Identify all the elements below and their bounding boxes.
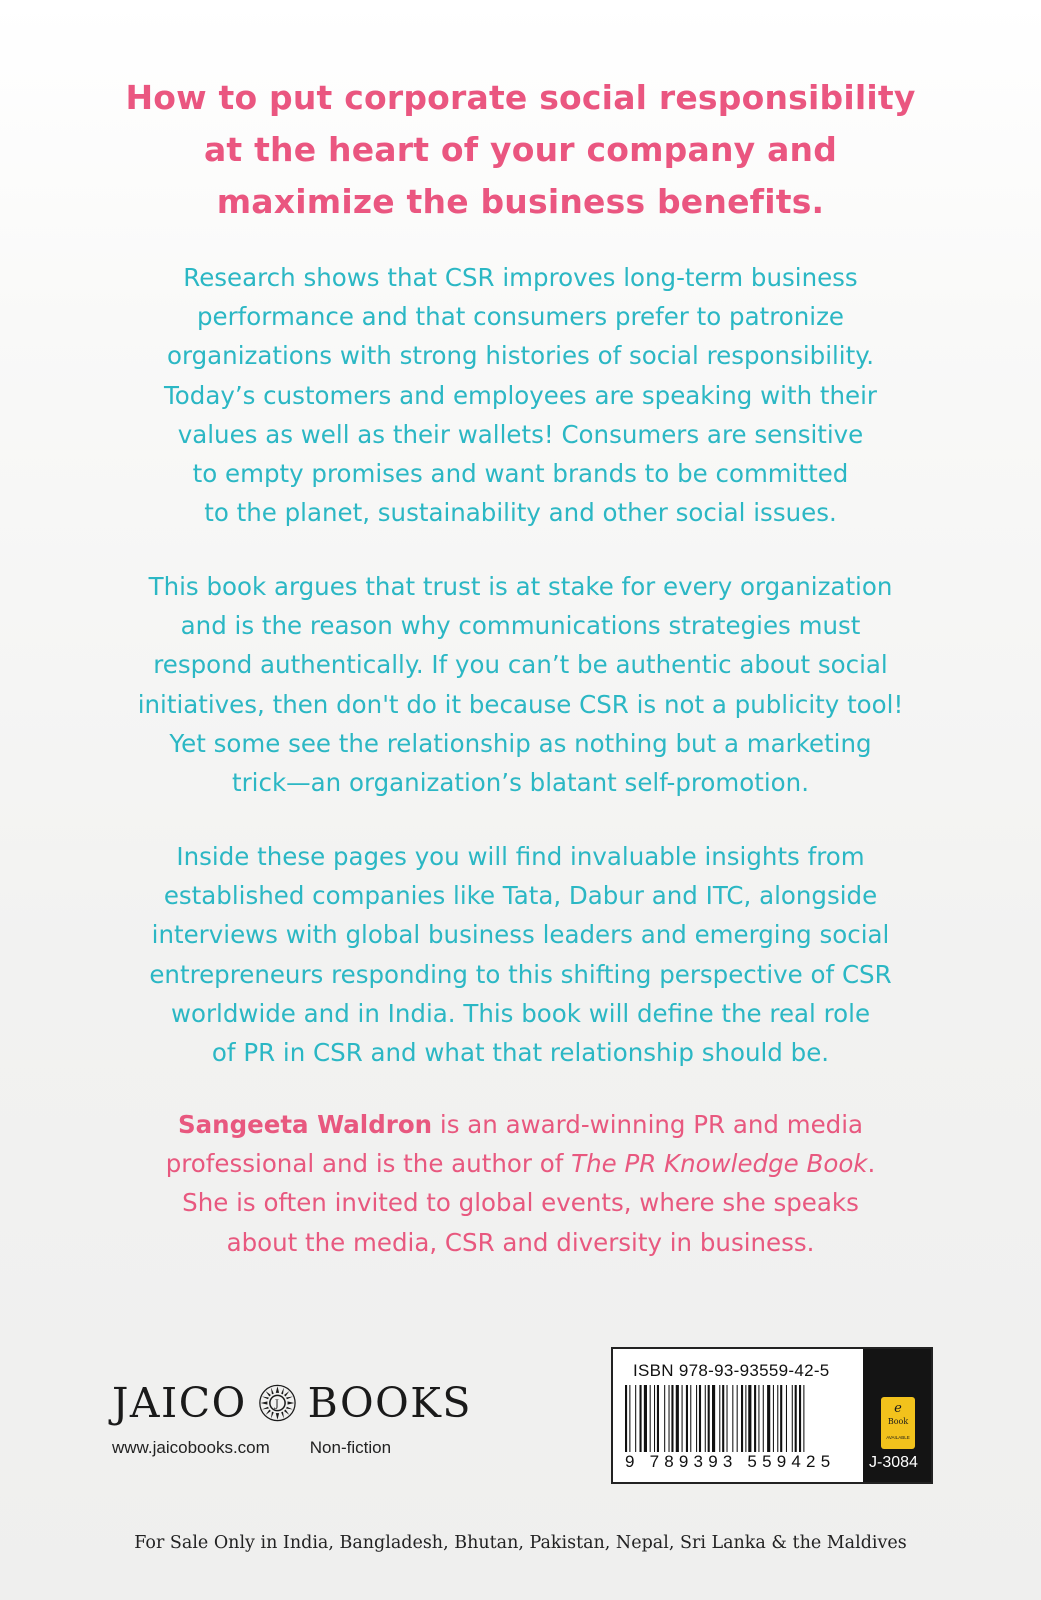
bio-line [90,1144,951,1183]
sale-territory-note: For Sale Only in India, Bangladesh, Bhutan, Pakistan, Nepal, Sri Lanka & the Maldives [134,1533,907,1553]
barcode-bar [767,1385,770,1455]
barcode-bar [640,1385,642,1455]
barcode-bars [623,1385,849,1455]
publisher-meta [112,1438,472,1458]
barcode-bar [795,1385,797,1455]
paragraph-trust [90,567,951,802]
barcode-bar [629,1385,630,1455]
paragraph-line: values as well as their wallets! Consumers are sensitive [177,419,864,449]
paragraph-line: Yet some see the relationship as nothing but a marketing [169,728,872,758]
barcode-bar [650,1385,651,1455]
barcode-bar [773,1385,774,1455]
paragraph-line: established companies like Tata, Dabur and ITC, alongside [163,881,878,911]
paragraph-line: Inside these pages you will find invaluable insights from [176,842,865,871]
barcode-bar [732,1385,733,1455]
author-name: Sangeeta Waldron [177,1110,433,1139]
barcode-bar [690,1385,691,1455]
barcode-bar [754,1385,756,1455]
publisher-block [112,1378,472,1458]
paragraph-line: This book argues that trust is at stake for every organization [148,572,893,601]
paragraph-line: worldwide and in India. This book will define the real role [170,998,871,1028]
paragraph-line: and is the reason why communications strategies must [180,611,861,641]
paragraph-line: interviews with global business leaders and emerging social [151,920,890,950]
publisher-logo [112,1378,472,1428]
barcode-bar [758,1385,759,1455]
barcode-bar [696,1385,697,1455]
paragraph-line: to the planet, sustainability and other social issues. [204,498,837,528]
barcode-bar [635,1385,636,1455]
paragraph-research [90,258,951,532]
barcode-bar [727,1385,728,1455]
publisher-name-left: JAICO [112,1379,247,1427]
paragraph-line: Research shows that CSR improves long-term business [183,263,858,292]
barcode-bar [669,1385,670,1455]
paragraph-line: entrepreneurs responding to this shifting perspective of CSR [149,959,892,989]
emblem-letter: J [274,1398,280,1410]
barcode-bar [682,1385,683,1455]
barcode-bar [745,1385,746,1455]
paragraph-line: organizations with strong histories of social responsibility. [166,341,875,371]
paragraph-line: Today’s customers and employees are speaking with their [163,380,877,410]
paragraph-line: to empty promises and want brands to be committed [192,459,849,489]
barcode-bar [780,1385,782,1455]
bio-text: professional and is the author of [165,1149,572,1179]
barcode-digits: 9 789393 559425 [625,1452,836,1471]
bio-text: . [867,1149,876,1179]
publisher-website: www.jaicobooks.com [112,1438,270,1457]
headline-line: How to put corporate social responsibility [125,78,916,117]
bio-line: about the media, CSR and diversity in business. [226,1227,815,1257]
barcode-bar [664,1385,665,1455]
book-category: Non-fiction [309,1438,392,1457]
paragraph-insights [90,837,951,1072]
barcode-bar [741,1385,743,1455]
barcode-bar [748,1385,751,1455]
barcode-bar [705,1385,706,1455]
headline-line: at the heart of your company and [203,130,838,169]
paragraph-line: trick—an organization’s blatant self-promotion. [232,768,809,798]
barcode-bar [719,1385,720,1455]
barcode-bar [792,1385,793,1455]
barcode-bar [644,1385,647,1455]
ebook-available: AVAILABLE [886,1435,910,1440]
barcode-bar [799,1385,801,1455]
ebook-e: e [894,1401,902,1416]
barcode-bar [625,1385,627,1455]
barcode-bar [657,1385,659,1455]
barcode-bar [803,1385,804,1455]
barcode-bar [712,1385,715,1455]
barcode-bar [671,1385,673,1455]
barcode-bar [686,1385,688,1455]
sunburst-emblem-icon [259,1381,296,1425]
barcode-bar [786,1385,787,1455]
barcode-bar [722,1385,724,1455]
product-code: J-3084 [869,1454,918,1471]
paragraph-line: performance and that consumers prefer to patronize [196,302,845,332]
bio-line [90,1105,951,1144]
isbn-text: ISBN 978-93-93559-42-5 [633,1361,830,1380]
paragraph-line: respond authentically. If you can’t be authentic about social [153,650,888,680]
barcode-bar [708,1385,710,1455]
barcode-bar [737,1385,738,1455]
barcode-box [611,1347,933,1484]
author-bio [90,1105,951,1262]
ebook-available-icon [881,1397,915,1449]
headline [60,72,981,228]
bio-line: She is often invited to global events, where she speaks [182,1188,859,1218]
barcode-bar [763,1385,764,1455]
ebook-label: Book [887,1417,909,1426]
barcode-bar [654,1385,655,1455]
paragraph-line: initiatives, then don't do it because CSR is not a publicity tool! [137,689,904,719]
bio-text: is an award-winning PR and media [432,1110,864,1139]
paragraph-line: of PR in CSR and what that relationship should be. [211,1038,830,1068]
barcode-area [613,1349,863,1482]
headline-line: maximize the business benefits. [216,182,825,221]
barcode-bar [777,1385,778,1455]
publisher-name-right: BOOKS [307,1379,472,1427]
barcode-bar [676,1385,679,1455]
barcode-bar [699,1385,701,1455]
book-title: The PR Knowledge Book [571,1149,868,1179]
barcode-side-panel [863,1349,931,1482]
